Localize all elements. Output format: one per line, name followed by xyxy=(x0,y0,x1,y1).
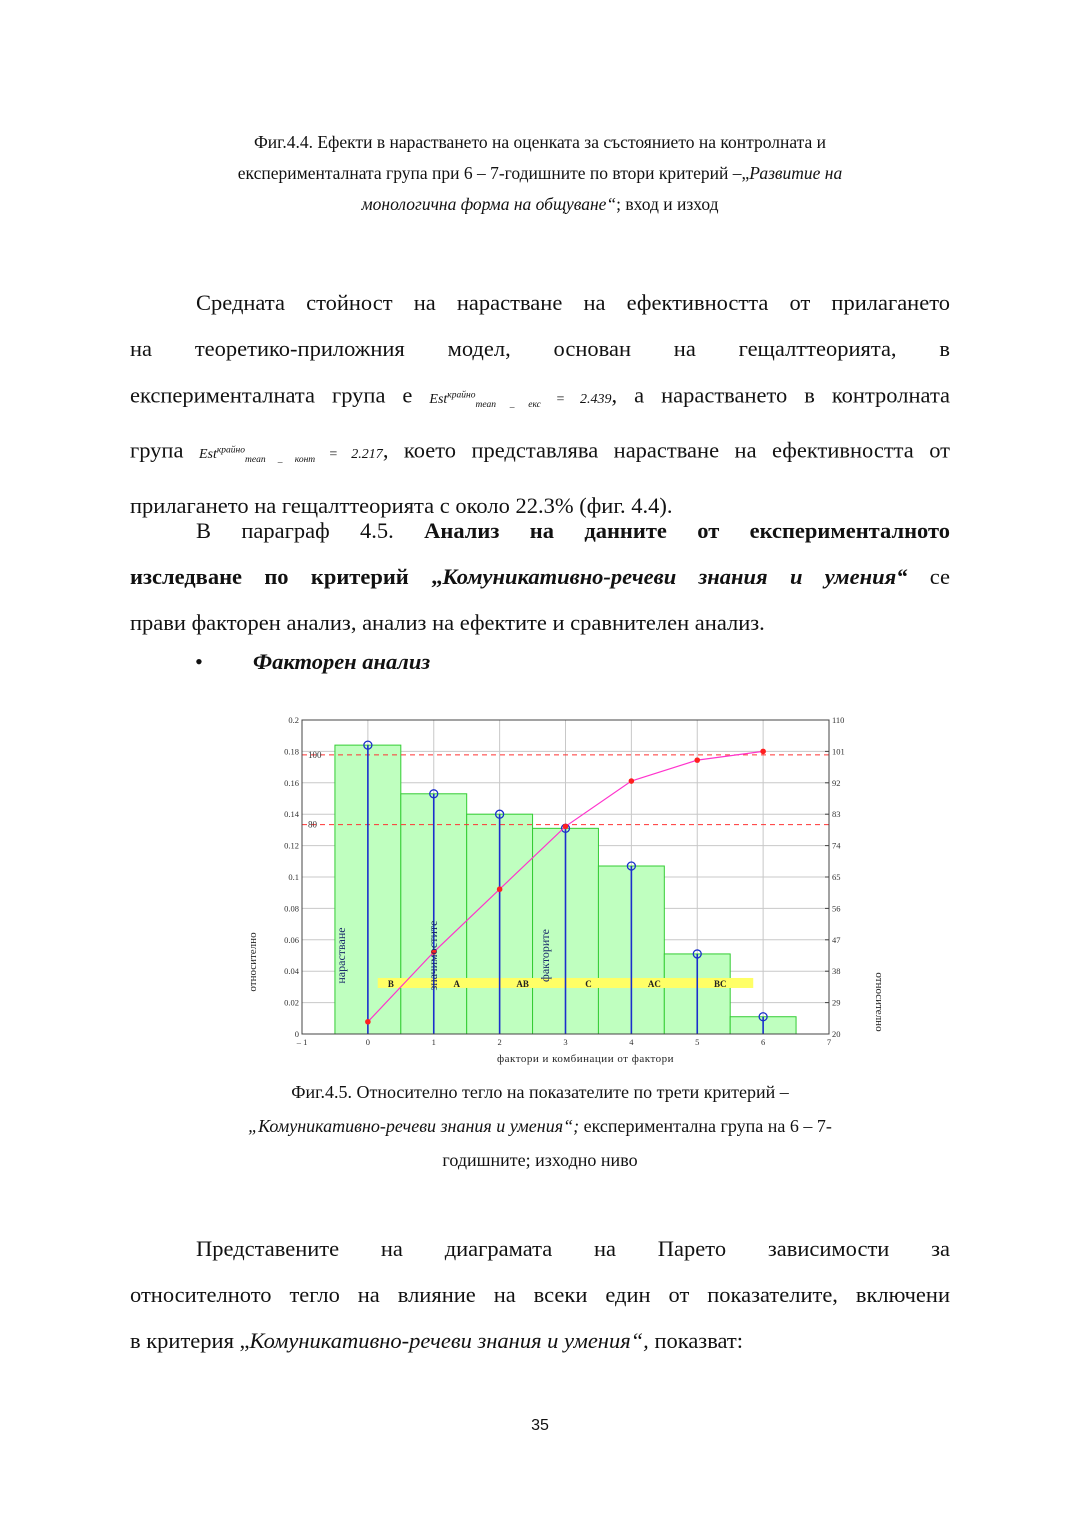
fig45-caption xyxy=(130,1075,950,1177)
factor-label-AB: AB xyxy=(516,978,529,989)
fig44-caption-line2: експерименталната група при 6 – 7-годишните по втори критерий –„Развитие на xyxy=(237,163,843,183)
fig45-caption-line2: „Комуникативно-речеви знания и умения“; експериментална група на 6 – 7- xyxy=(248,1116,832,1136)
y-left-tick: 0.18 xyxy=(284,746,299,757)
fig44-caption-line3: монологична форма на общуване“; вход и изход xyxy=(361,194,719,214)
cumulative-point-3 xyxy=(563,824,569,830)
y-left-axis-title: относително xyxy=(247,932,259,992)
paragraph-2 xyxy=(130,508,950,646)
y-right-tick: 29 xyxy=(832,997,841,1008)
x-tick: 0 xyxy=(365,1037,370,1047)
factor-label-B: B xyxy=(387,978,394,989)
bullet-text: Факторен анализ xyxy=(253,649,431,674)
para2-line2: изследване по критерий „Комуникативно-речеви знания и умения“ се xyxy=(130,564,950,589)
factor-label-BC: BC xyxy=(714,978,727,989)
factor-label-AC: AC xyxy=(647,978,661,989)
pareto-chart xyxy=(0,700,1080,1080)
para1-line3: експерименталната група е Est$^{крайно}_{mean \_ екс}$ = 2.439, а нарастването в контролната xyxy=(130,382,951,410)
cumulative-point-4 xyxy=(629,778,635,784)
y-right-tick: 38 xyxy=(832,966,841,977)
para1-line4: група Est$^{крайно}_{mean \_ конт}$ = 2.217, което представлява нарастване на ефективността от xyxy=(130,438,951,465)
reference-label-80: 80 xyxy=(308,819,317,830)
y-right-tick: 47 xyxy=(832,934,841,945)
x-tick: 3 xyxy=(563,1037,568,1047)
paragraph-3 xyxy=(130,1226,950,1364)
bullet-icon: • xyxy=(195,649,203,674)
para2-line1: В параграф 4.5. Анализ на данните от експерименталното xyxy=(196,518,950,543)
para1-line5: прилагането на гещалттеорията с около 22.3% (фиг. 4.4). xyxy=(130,492,673,518)
x-tick: 1 xyxy=(431,1037,436,1047)
formula-est-control: Est$^{крайно}_{mean \_ конт}$ = 2.217 xyxy=(198,445,383,465)
y-right-axis-title: относително xyxy=(873,972,885,1032)
x-tick: 7 xyxy=(826,1037,832,1047)
x-tick: 5 xyxy=(695,1037,700,1047)
para1-line1: Средната стойност на нарастване на ефективността от прилагането xyxy=(196,290,950,315)
cumulative-point-6 xyxy=(760,749,766,755)
factor-label-A: A xyxy=(453,978,461,989)
y-left-tick: 0.14 xyxy=(284,809,299,820)
y-left-tick: 0.2 xyxy=(288,715,299,725)
y-right-tick: 83 xyxy=(832,809,841,820)
cumulative-point-0 xyxy=(365,1019,371,1025)
y-left-tick: 0.16 xyxy=(284,777,299,788)
y-right-tick: 92 xyxy=(832,777,841,788)
y-right-tick: 56 xyxy=(832,903,841,914)
fig44-caption-line1: Фиг.4.4. Ефекти в нарастването на оценката за състоянието на контролната и xyxy=(253,132,827,152)
para1-line2: на теоретико-приложния модел, основан на гещалттеорията, в xyxy=(130,336,950,361)
x-tick: 6 xyxy=(761,1037,766,1047)
y-left-tick: 0.02 xyxy=(284,997,299,1008)
y-left-tick: 0.08 xyxy=(284,903,299,914)
para3-line3: в критерия „Комуникативно-речеви знания и умения“, показват: xyxy=(130,1328,744,1353)
x-axis-title: фактори и комбинации от фактори xyxy=(496,1053,675,1065)
fig45-caption-line3: годишните; изходно ниво xyxy=(442,1150,638,1170)
paragraph-1 xyxy=(130,280,950,529)
y-left-tick: 0.06 xyxy=(284,934,299,945)
para2-line3: прави факторен анализ, анализ на ефектите и сравнителен анализ. xyxy=(130,610,765,635)
rotated-label-2: факторите xyxy=(538,929,553,982)
reference-label-100: 100 xyxy=(308,749,322,760)
y-right-tick: 110 xyxy=(832,715,845,725)
x-tick: 4 xyxy=(629,1037,634,1047)
cumulative-point-2 xyxy=(497,886,503,892)
fig45-caption-line1: Фиг.4.5. Относително тегло на показателите по трети критерий – xyxy=(291,1082,789,1102)
cumulative-point-5 xyxy=(694,757,700,763)
y-left-tick: 0.1 xyxy=(288,872,299,882)
para3-line1: Представените на диаграмата на Парето зависимости за xyxy=(196,1236,950,1261)
y-left-tick: 0.12 xyxy=(284,840,299,851)
x-tick: 2 xyxy=(497,1037,502,1047)
y-left-tick: 0.04 xyxy=(284,966,299,977)
x-tick: – 1 xyxy=(296,1037,308,1047)
y-right-tick: 101 xyxy=(832,746,845,757)
rotated-label-1: значимостите xyxy=(426,920,441,991)
page-number: 35 xyxy=(531,1417,549,1434)
factor-label-C: C xyxy=(585,978,592,989)
y-right-tick: 65 xyxy=(832,872,841,882)
rotated-label-0: нарастване xyxy=(333,927,348,984)
formula-est-exp: Est$^{крайно}_{mean \_ екс}$ = 2.439 xyxy=(429,390,612,410)
fig44-caption xyxy=(130,127,950,220)
bullet-factor-analysis xyxy=(195,648,430,676)
para3-line2: относителното тегло на влияние на всеки един от показателите, включени xyxy=(130,1282,950,1307)
y-left-tick: 0 xyxy=(294,1029,299,1039)
y-right-tick: 20 xyxy=(832,1029,841,1039)
y-right-tick: 74 xyxy=(832,840,841,851)
